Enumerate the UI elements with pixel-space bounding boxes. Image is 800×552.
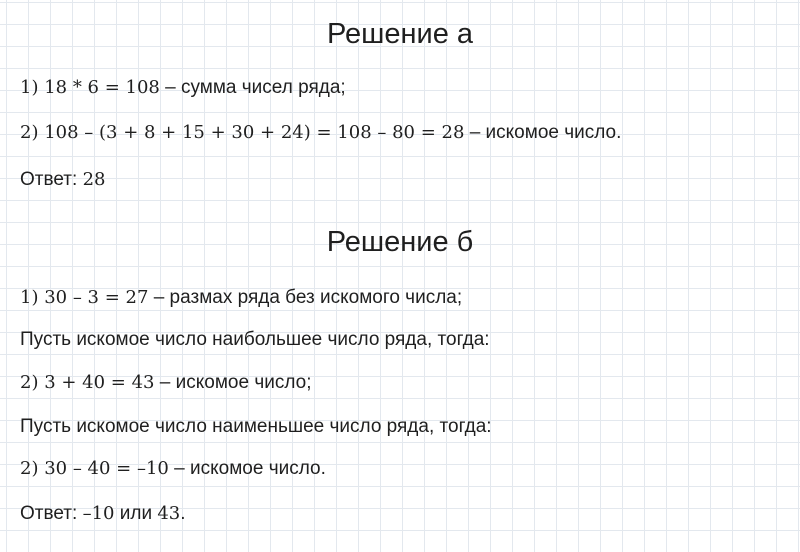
solution-a-answer: [20, 167, 105, 193]
step-expression: 1) 18 * 6 = 108: [20, 77, 160, 98]
answer-value: 28: [82, 169, 106, 190]
step-description: – искомое число.: [464, 122, 622, 143]
answer-period: .: [180, 503, 186, 524]
answer-label: Ответ:: [20, 503, 83, 524]
solution-b-case-min: Пусть искомое число наименьшее число ряда, тогда:: [20, 416, 492, 437]
solution-b-step-1: [20, 285, 462, 311]
solution-b-step-2: [20, 370, 311, 396]
solution-a-heading: Решение а: [326, 18, 474, 50]
solution-b-heading: Решение б: [326, 226, 474, 258]
solution-a-step-2: [20, 120, 621, 146]
solution-a-step-1: [20, 75, 346, 101]
step-expression: 2) 108 – (3 + 8 + 15 + 30 + 24) = 108 – 80 = 28: [20, 122, 465, 143]
answer-label: Ответ:: [20, 169, 83, 190]
step-description: – размах ряда без искомого числа;: [148, 287, 463, 308]
solution-b-answer: [20, 501, 186, 527]
step-expression: 2) 30 – 40 = –10: [20, 458, 169, 479]
step-description: – искомое число.: [168, 458, 326, 479]
answer-value-2: 43: [157, 503, 181, 524]
step-expression: 1) 30 – 3 = 27: [20, 287, 149, 308]
solution-b-case-max: Пусть искомое число наибольшее число ряда, тогда:: [20, 329, 490, 350]
answer-conjunction: или: [114, 503, 158, 524]
answer-value-1: –10: [82, 503, 115, 524]
step-description: – сумма чисел ряда;: [159, 77, 346, 98]
step-description: – искомое число;: [154, 372, 312, 393]
solution-b-step-3: [20, 456, 326, 482]
step-expression: 2) 3 + 40 = 43: [20, 372, 155, 393]
